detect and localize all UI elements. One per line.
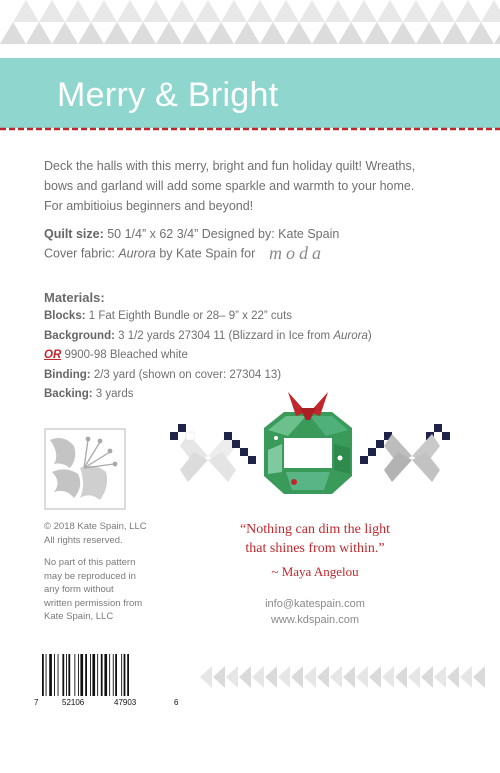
materials-blocks: Blocks: 1 Fat Eighth Bundle or 28– 9” x 22” cuts (44, 310, 293, 322)
intro-paragraph (44, 156, 464, 216)
moda-logo (265, 244, 373, 264)
notice-line: No part of this pattern (44, 557, 136, 568)
contact-info (205, 596, 425, 628)
pattern-title: Merry & Bright (57, 76, 279, 114)
copyright-block (44, 520, 154, 547)
quilt-specs (44, 225, 474, 264)
right-bow-block (384, 434, 440, 482)
materials-heading: Materials: (44, 290, 105, 305)
reproduction-notice (44, 556, 154, 624)
materials-backing: Backing: 3 yards (44, 388, 134, 400)
email-link[interactable]: info@katespain.com (265, 598, 365, 610)
intro-line: bows and garland will add some sparkle and warmth to your home. (44, 179, 415, 193)
quote (205, 520, 425, 558)
notice-line: may be reproduced in (44, 570, 136, 582)
website-link[interactable]: www.kdspain.com (270, 614, 360, 626)
cover-fabric-row: Cover fabric: Aurora by Kate Spain for moda (44, 244, 474, 264)
materials-background: Background: 3 1/2 yards 27304 11 (Blizzard in Ice from Aurora) (44, 329, 372, 342)
notice-line: any form without (44, 584, 114, 595)
designer-flower-logo (44, 428, 126, 510)
materials-alternative: OR 9900-98 Bleached white (44, 349, 188, 361)
notice-line: Kate Spain, LLC (44, 611, 114, 622)
barcode-digit: 52106 (62, 698, 85, 707)
left-bow-block (180, 434, 236, 482)
barcode (32, 652, 182, 707)
svg-text:moda: moda (268, 244, 325, 263)
quote-attribution: ~ Maya Angelou (271, 564, 359, 579)
intro-line: For ambitioius beginners and beyond! (44, 199, 254, 213)
quote-line: “Nothing can dim the light (239, 522, 391, 537)
bottom-arrow-border (200, 662, 490, 692)
quilt-size-row: Quilt size: 50 1/4” x 62 3/4” Designed by: Kate Spain (44, 227, 340, 241)
materials-binding: Binding: 2/3 yard (shown on cover: 27304 13) (44, 368, 282, 381)
title-banner (0, 58, 500, 128)
red-stitch-line (0, 127, 500, 131)
barcode-digit: 47903 (114, 698, 137, 707)
barcode-digit: 7 (34, 698, 39, 707)
copyright-line: © 2018 Kate Spain, LLC (44, 521, 147, 532)
quote-line: that shines from within.” (245, 541, 385, 556)
quilt-wreath-illustration (160, 386, 460, 496)
barcode-digit: 6 (174, 698, 179, 707)
notice-line: written permission from (44, 597, 143, 609)
wreath-block (264, 392, 352, 494)
rights-line: All rights reserved. (44, 534, 123, 546)
top-zigzag-border (0, 0, 500, 44)
intro-line: Deck the halls with this merry, bright and fun holiday quilt! Wreaths, (44, 159, 416, 173)
